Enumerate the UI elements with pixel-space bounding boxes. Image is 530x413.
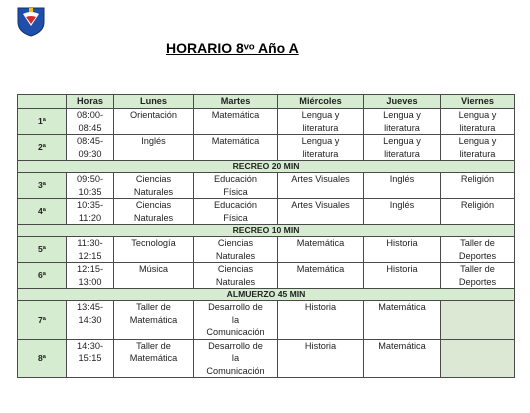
page-title: HORARIO 8ᵛᵒ Año A [166, 40, 299, 56]
subject-cell: Inglés [364, 199, 441, 225]
class-row [18, 199, 515, 225]
subject-cell: Lengua y literatura [278, 135, 364, 161]
subject-cell: Desarrollo de la Comunicación [194, 301, 278, 340]
school-logo [8, 6, 54, 50]
time-cell: 11:30- 12:15 [67, 237, 114, 263]
block-number: 6ª [18, 263, 67, 289]
subject-cell: Orientación [114, 109, 194, 135]
block-number: 8ª [18, 339, 67, 378]
class-row [18, 301, 515, 340]
subject-cell: Lengua y literatura [441, 135, 515, 161]
class-row [18, 135, 515, 161]
empty-cell [441, 339, 515, 378]
subject-cell: Artes Visuales [278, 199, 364, 225]
subject-cell: Ciencias Naturales [114, 199, 194, 225]
header-jueves: Jueves [364, 95, 441, 109]
time-cell: 13:45- 14:30 [67, 301, 114, 340]
subject-cell: Lengua y literatura [441, 109, 515, 135]
empty-cell [441, 301, 515, 340]
header-miércoles: Miércoles [278, 95, 364, 109]
subject-cell: Historia [364, 263, 441, 289]
class-row [18, 263, 515, 289]
block-number: 2ª [18, 135, 67, 161]
subject-cell: Tecnología [114, 237, 194, 263]
subject-cell: Historia [364, 237, 441, 263]
class-row [18, 173, 515, 199]
break-row [18, 225, 515, 237]
header-block [18, 95, 67, 109]
header-row [18, 95, 515, 109]
block-number: 3ª [18, 173, 67, 199]
subject-cell: Desarrollo de la Comunicación [194, 339, 278, 378]
break-label: RECREO 10 MIN [18, 225, 515, 237]
subject-cell: Ciencias Naturales [194, 263, 278, 289]
subject-cell: Educación Física [194, 173, 278, 199]
break-label: ALMUERZO 45 MIN [18, 289, 515, 301]
class-row [18, 237, 515, 263]
header-martes: Martes [194, 95, 278, 109]
subject-cell: Matemática [364, 339, 441, 378]
header-viernes: Viernes [441, 95, 515, 109]
time-cell: 10:35- 11:20 [67, 199, 114, 225]
subject-cell: Historia [278, 301, 364, 340]
subject-cell: Religión [441, 199, 515, 225]
time-cell: 08:45- 09:30 [67, 135, 114, 161]
subject-cell: Inglés [114, 135, 194, 161]
block-number: 7ª [18, 301, 67, 340]
subject-cell: Matemática [278, 237, 364, 263]
block-number: 4ª [18, 199, 67, 225]
block-number: 5ª [18, 237, 67, 263]
subject-cell: Artes Visuales [278, 173, 364, 199]
subject-cell: Matemática [194, 135, 278, 161]
time-cell: 08:00- 08:45 [67, 109, 114, 135]
header-horas: Horas [67, 95, 114, 109]
break-label: RECREO 20 MIN [18, 161, 515, 173]
header-lunes: Lunes [114, 95, 194, 109]
class-row [18, 339, 515, 378]
class-row [18, 109, 515, 135]
subject-cell: Lengua y literatura [278, 109, 364, 135]
subject-cell: Taller de Matemática [114, 339, 194, 378]
subject-cell: Matemática [364, 301, 441, 340]
subject-cell: Taller de Matemática [114, 301, 194, 340]
subject-cell: Historia [278, 339, 364, 378]
time-cell: 09:50- 10:35 [67, 173, 114, 199]
block-number: 1ª [18, 109, 67, 135]
break-row [18, 289, 515, 301]
subject-cell: Taller de Deportes [441, 237, 515, 263]
break-row [18, 161, 515, 173]
subject-cell: Lengua y literatura [364, 135, 441, 161]
subject-cell: Lengua y literatura [364, 109, 441, 135]
time-cell: 14:30- 15:15 [67, 339, 114, 378]
subject-cell: Inglés [364, 173, 441, 199]
time-cell: 12:15- 13:00 [67, 263, 114, 289]
subject-cell: Matemática [194, 109, 278, 135]
schedule-table [17, 94, 515, 378]
subject-cell: Religión [441, 173, 515, 199]
subject-cell: Matemática [278, 263, 364, 289]
subject-cell: Música [114, 263, 194, 289]
subject-cell: Taller de Deportes [441, 263, 515, 289]
subject-cell: Ciencias Naturales [114, 173, 194, 199]
subject-cell: Educación Física [194, 199, 278, 225]
subject-cell: Ciencias Naturales [194, 237, 278, 263]
